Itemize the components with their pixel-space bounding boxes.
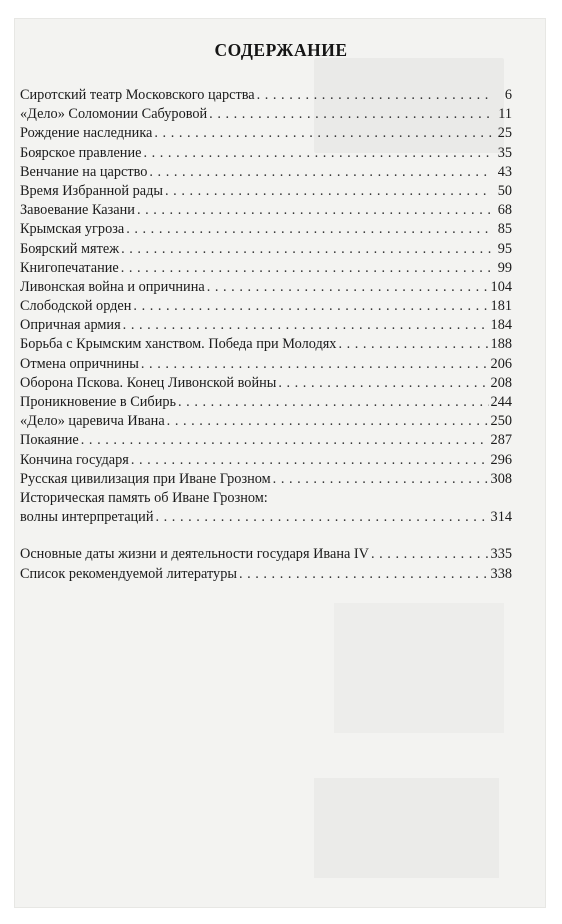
toc-entry-page: 338 [490,565,512,582]
toc-entry-page: 43 [497,163,512,180]
dot-leader [149,163,492,182]
dot-leader [371,545,489,564]
toc-entry [20,144,512,163]
toc-entry [20,412,512,431]
toc-entry [20,374,512,393]
toc-entry-page: 206 [490,355,512,372]
toc-entry-title: Историческая память об Иване Грозном: [20,489,268,506]
toc-entry [20,545,512,564]
toc-entry-title: Ливонская война и опричнина [20,278,205,295]
dot-leader [156,508,489,527]
bleed-through-shadow [334,603,504,733]
dot-leader [209,105,492,124]
toc-entry-page: 188 [490,336,512,353]
toc-entry [20,105,512,124]
toc-entry-page: 308 [490,470,512,487]
dot-leader [131,451,489,470]
dot-leader [123,316,489,335]
toc-entry-title: Рождение наследника [20,125,153,142]
toc-entry-page: 181 [490,298,512,315]
toc-entry [20,259,512,278]
toc-entry-title: «Дело» царевича Ивана [20,413,165,430]
toc-entry [20,470,512,489]
toc-entry [20,86,512,105]
toc-entry-page: 184 [490,317,512,334]
toc-entry [20,316,512,335]
toc-entry-page: 68 [497,202,512,219]
toc-entry-title: Время Избранной рады [20,182,164,199]
toc-heading: СОДЕРЖАНИЕ [214,40,348,60]
toc-entry-page: 314 [490,509,512,526]
dot-leader [121,259,492,278]
toc-entry [20,163,512,182]
toc-entry-title: Проникновение в Сибирь [20,394,177,410]
dot-leader [141,355,489,374]
toc-entry-title: Сиротский театр Московского царства [20,87,255,103]
toc-entry [20,182,512,201]
toc-entry [20,124,512,143]
toc-entry-page: 244 [490,394,512,410]
toc-entry-page: 85 [497,221,512,238]
dot-leader [338,335,488,354]
table-of-contents [20,86,512,584]
toc-entry [20,201,512,220]
toc-entry-title: Кончина государя [20,451,129,468]
toc-entry-page: 95 [497,240,512,257]
dot-leader [207,278,489,297]
toc-entry-title: Основные даты жизни и деятельности государя Ивана IV [20,546,369,563]
dot-leader [257,86,492,105]
toc-entry-title: Боярский мятеж [20,240,120,257]
toc-entry-title: Отмена опричнины [20,355,139,372]
toc-entry [20,297,512,316]
toc-entry [20,335,512,354]
bleed-through-shadow [314,778,499,878]
toc-entry [20,240,512,259]
toc-entry [20,278,512,297]
toc-entry-page: 6 [504,87,512,103]
toc-entry-page: 296 [490,451,512,468]
toc-entry-title: Венчание на царство [20,163,148,180]
dot-leader [126,220,492,239]
toc-entry-page: 287 [490,432,512,449]
toc-entry [20,451,512,470]
toc-entry-title: Русская цивилизация при Иване Грозном [20,470,271,487]
dot-leader [273,470,489,489]
toc-entry-title: «Дело» Соломонии Сабуровой [20,106,208,123]
toc-entry-page: 50 [497,182,512,199]
toc-entry [20,431,512,450]
toc-entry-title: Борьба с Крымским ханством. Победа при Молодях [20,336,337,353]
toc-entry-page: 250 [490,413,512,430]
toc-entry-title: Покаяние [20,432,79,449]
toc-entry-page: 208 [490,374,512,391]
dot-leader [137,201,492,220]
toc-entry [20,489,512,508]
dot-leader [133,297,488,316]
toc-entry-page: 104 [490,278,512,295]
toc-entry-title: Слободской орден [20,298,132,315]
dot-leader [165,182,492,201]
dot-leader [178,393,489,412]
dot-leader [239,565,489,584]
toc-entry-title: Завоевание Казани [20,202,135,219]
dot-leader [278,374,488,393]
dot-leader [143,144,492,163]
toc-entry-page: 99 [497,259,512,276]
toc-entry [20,508,512,527]
toc-entry-title: Книгопечатание [20,259,119,276]
toc-entry-title: Крымская угроза [20,221,125,238]
toc-entry-title: Опричная армия [20,317,121,334]
dot-leader [154,124,492,143]
toc-entry-title: Боярское правление [20,144,142,161]
dot-leader [121,240,492,259]
dot-leader [81,431,489,450]
toc-entry [20,393,512,412]
toc-entry [20,220,512,239]
toc-entry-page: 25 [497,125,512,142]
toc-entry-title: Список рекомендуемой литературы [20,565,237,582]
toc-entry-title: волны интерпретаций [20,509,154,526]
toc-entry [20,565,512,584]
toc-entry [20,355,512,374]
toc-entry-page: 11 [498,106,512,123]
toc-entry-page: 335 [490,546,512,563]
toc-entry-page: 35 [497,144,512,161]
toc-entry-title: Оборона Пскова. Конец Ливонской войны [20,374,277,391]
dot-leader [167,412,489,431]
